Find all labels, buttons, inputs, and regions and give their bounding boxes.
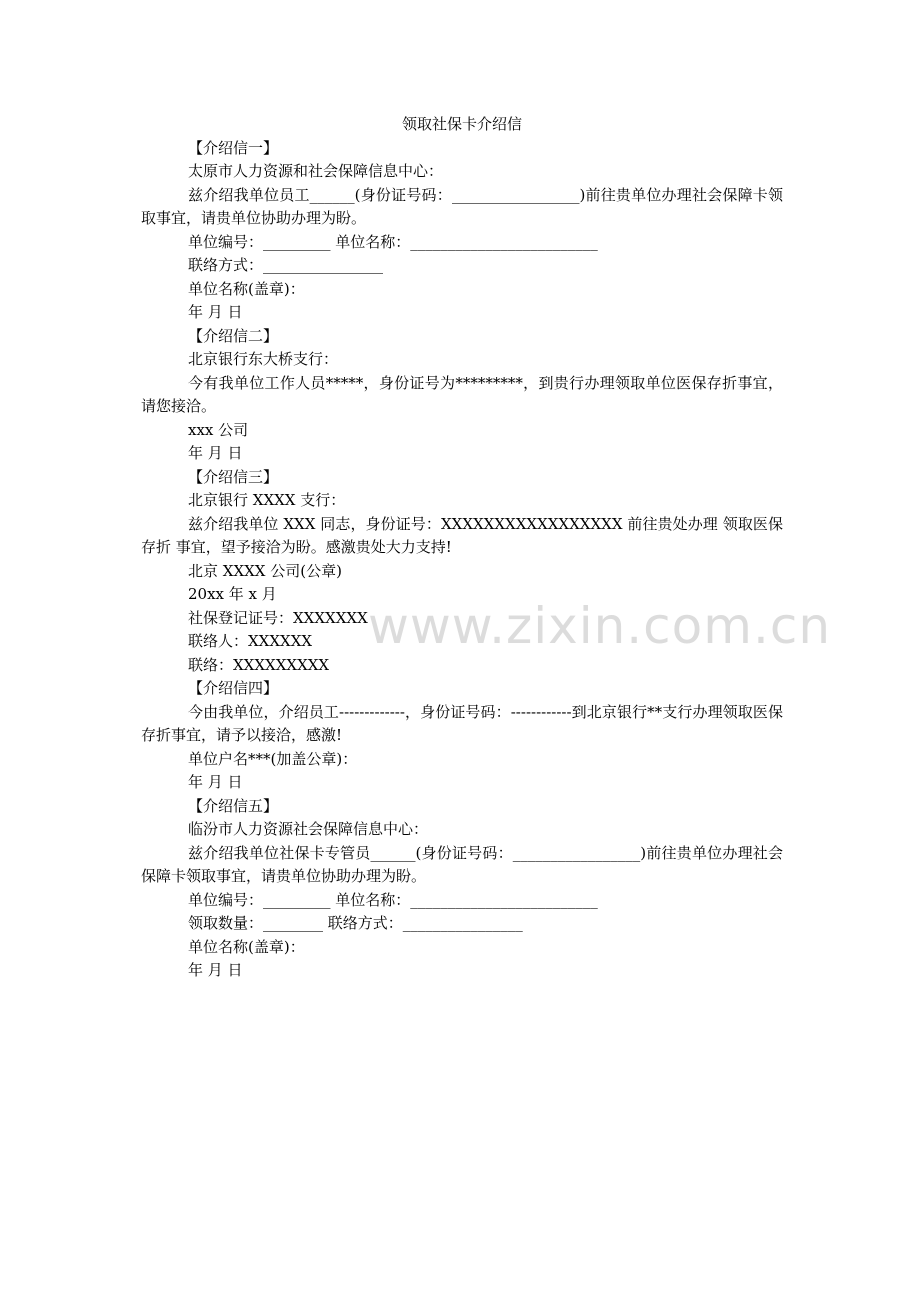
letter-heading: 【介绍信一】 [188, 138, 279, 157]
letter-body: 兹介绍我单位员工______(身份证号码：_________________)前往贵单位办理社会保障卡领取事宜，请贵单位协助办理为盼。 [141, 185, 783, 227]
date-line: 年 月 日 [188, 303, 243, 321]
seal-line: 单位名称(盖章)： [188, 937, 305, 956]
unit-info-line: 单位编号：_________ 单位名称：_________________________ [188, 890, 598, 909]
watermark: www.zixin.com.cn [368, 597, 832, 655]
letter-heading: 【介绍信四】 [188, 679, 279, 697]
letter-four [141, 677, 783, 795]
letter-body: 兹介绍我单位 XXX 同志，身份证号：XXXXXXXXXXXXXXXXX 前往贵处办理 领取医保存折 事宜，望予接洽为盼。感激贵处大力支持! [141, 514, 783, 556]
letter-body: 今有我单位工作人员*****，身份证号为*********，到贵行办理领取单位医保存折事宜，请您接洽。 [141, 373, 783, 415]
quantity-contact-line: 领取数量：________ 联络方式：________________ [188, 914, 523, 932]
company-line: xxx 公司 [188, 420, 249, 439]
date-line: 年 月 日 [188, 444, 243, 462]
contact-line: 联络方式：________________ [188, 256, 384, 274]
letter-heading: 【介绍信二】 [188, 326, 279, 345]
contact-line: 联络：XXXXXXXXX [188, 655, 330, 674]
letter-heading: 【介绍信五】 [188, 796, 279, 815]
date-line: 年 月 日 [188, 961, 243, 979]
contact-person-line: 联络人：XXXXXX [188, 632, 313, 650]
letter-recipient: 北京银行 XXXX 支行： [188, 491, 346, 509]
letter-body: 兹介绍我单位社保卡专管员______(身份证号码：_________________)前往贵单位办理社会保障卡领取事宜，请贵单位协助办理为盼。 [141, 843, 783, 885]
letter-one [141, 137, 783, 325]
seal-line: 单位名称(盖章)： [188, 279, 305, 298]
unit-info-line: 单位编号：_________ 单位名称：_________________________ [188, 232, 598, 251]
registration-line: 社保登记证号：XXXXXXX [188, 608, 368, 627]
letter-heading: 【介绍信三】 [188, 467, 279, 486]
letter-recipient: 临汾市人力资源社会保障信息中心： [188, 820, 429, 838]
document-page [141, 113, 783, 983]
letter-body: 今由我单位，介绍员工-------------，身份证号码：------------到北京银行**支行办理领取医保存折事宜，请予以接洽，感激! [141, 702, 783, 744]
letter-two [141, 325, 783, 466]
company-line: 北京 XXXX 公司(公章) [188, 561, 342, 580]
letter-five [141, 795, 783, 983]
document-title: 领取社保卡介绍信 [401, 115, 522, 133]
account-name-line: 单位户名***(加盖公章)： [188, 749, 358, 768]
letter-recipient: 北京银行东大桥支行： [188, 350, 339, 368]
date-line: 年 月 日 [188, 773, 243, 791]
letter-recipient: 太原市人力资源和社会保障信息中心： [188, 162, 444, 180]
date-line: 20xx 年 x 月 [188, 585, 277, 603]
